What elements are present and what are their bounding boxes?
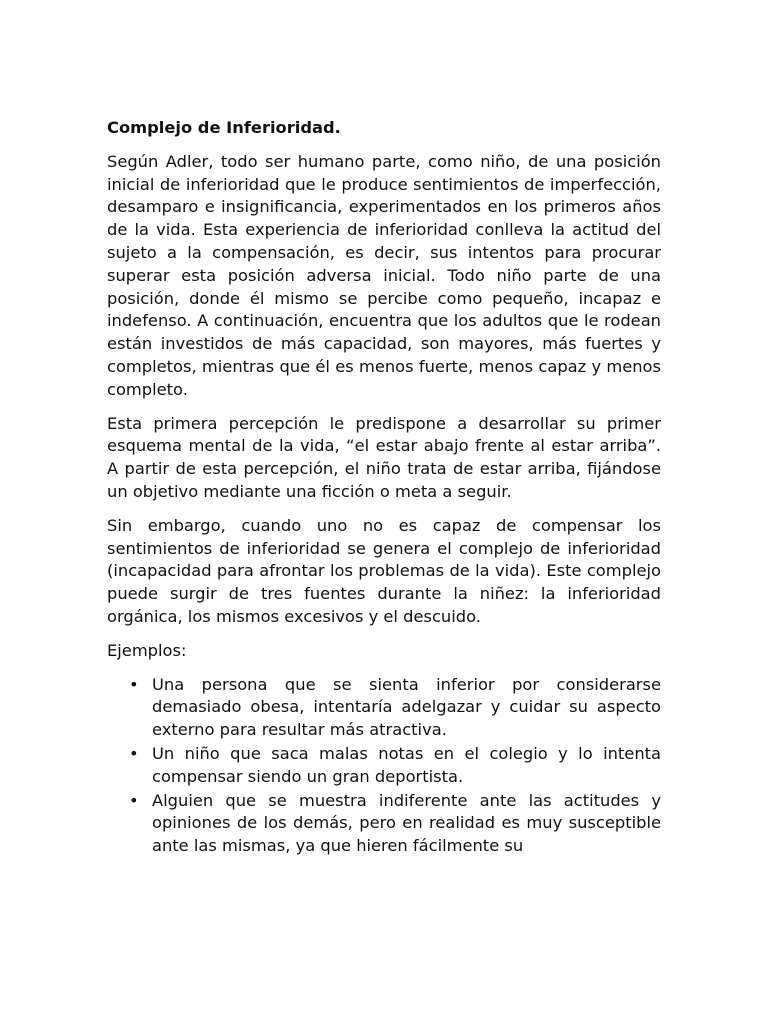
example-text: Una persona que se sienta inferior por considerarse demasiado obesa, intentaría adelgazar y cuidar su aspecto externo para resultar más atractiva.	[152, 674, 661, 740]
bullet-icon: •	[129, 674, 139, 694]
paragraph-adler-intro: Según Adler, todo ser humano parte, como niño, de una posición inicial de inferioridad que le produce sentimientos de imperfección, desamparo e insignificancia, experimentados en los primeros años de la vida. Esta experiencia de inferioridad conlleva la actitud del sujeto a la compensación, es decir, sus intentos para procurar superar esta posición adversa inicial. Todo niño parte de una posición, donde él mismo se percibe como pequeño, incapaz e indefenso. A continuación, encuentra que los adultos que le rodean están investidos de más capacidad, son mayores, más fuertes y completos, mientras que él es menos fuerte, menos capaz y menos completo.	[107, 151, 661, 399]
document-title: Complejo de Inferioridad.	[107, 118, 341, 137]
paragraph-inferiority-complex: Sin embargo, cuando uno no es capaz de compensar los sentimientos de inferioridad se genera el complejo de inferioridad (incapacidad para afrontar los problemas de la vida). Este complejo puede surgir de tres fuentes durante la niñez: la inferioridad orgánica, los mismos excesivos y el descuido.	[107, 515, 661, 626]
bullet-icon: •	[129, 790, 139, 810]
document-page	[107, 117, 661, 859]
paragraph-first-perception: Esta primera percepción le predispone a desarrollar su primer esquema mental de la vida, “el estar abajo frente al estar arriba”. A partir de esta percepción, el niño trata de estar arriba, fijándose un objetivo mediante una ficción o meta a seguir.	[107, 413, 661, 501]
example-text: Alguien que se muestra indiferente ante las actitudes y opiniones de los demás, pero en realidad es muy susceptible ante las mismas, ya que hieren fácilmente su	[152, 790, 661, 856]
list-item	[129, 790, 661, 858]
examples-list	[107, 674, 661, 858]
example-text: Un niño que saca malas notas en el colegio y lo intenta compensar siendo un gran deportista.	[152, 743, 661, 786]
bullet-icon: •	[129, 743, 139, 763]
list-item	[129, 743, 661, 789]
list-item	[129, 674, 661, 742]
examples-label: Ejemplos:	[107, 640, 187, 660]
